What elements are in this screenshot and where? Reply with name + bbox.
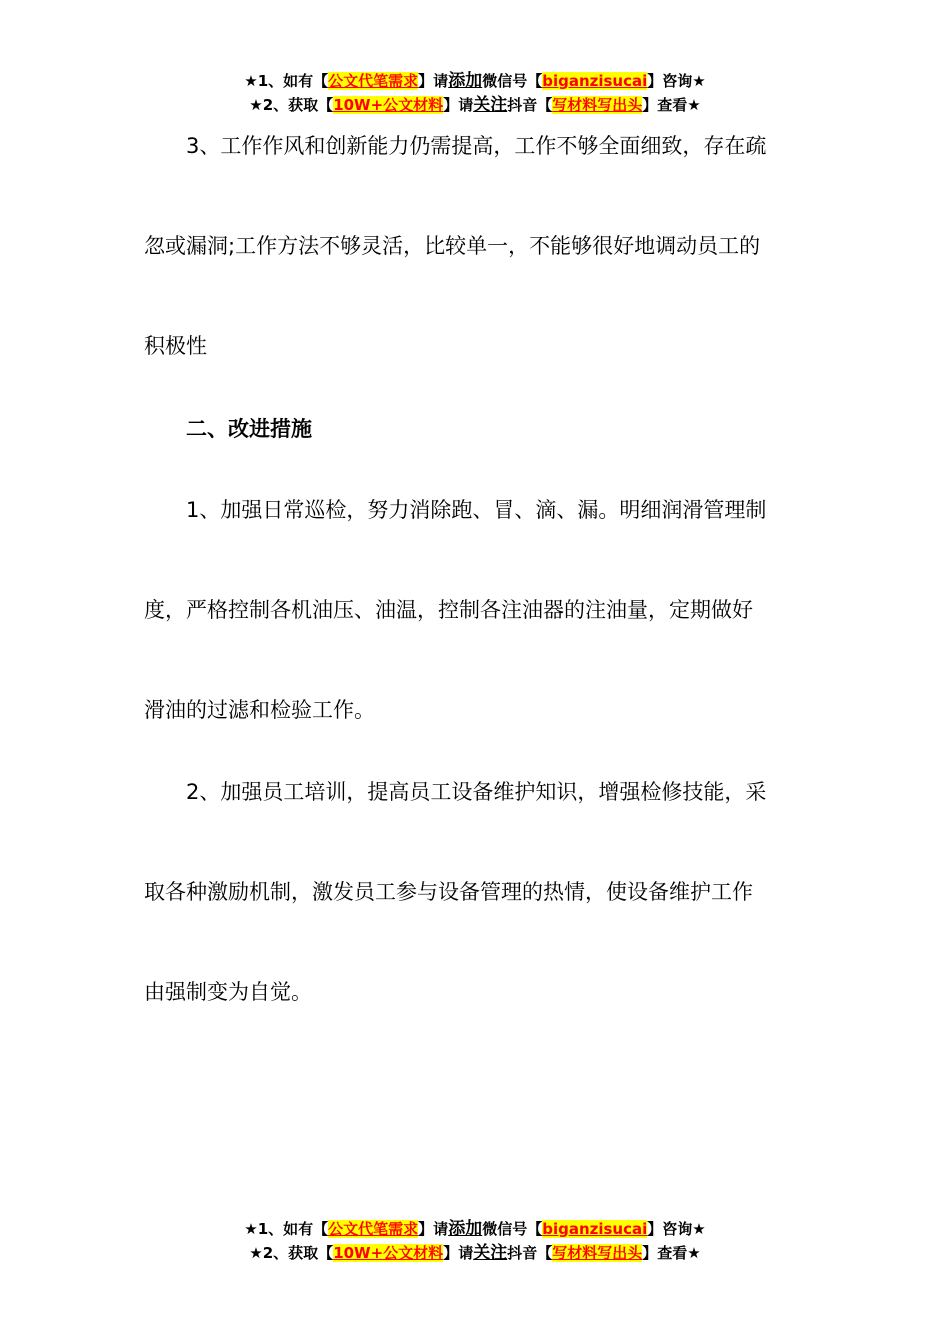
banner-text: 1、如有【 — [257, 72, 329, 90]
highlight-wechat-id: biganzisucai — [542, 1220, 648, 1238]
banner-text: 】查看 — [642, 96, 688, 114]
measure-1-line-3: 滑油的过滤和检验工作。 — [144, 698, 375, 722]
star-icon: ★ — [244, 1220, 258, 1238]
banner-text: 】请 — [443, 1244, 474, 1262]
measure-2-line-1: 2、加强员工培训，提高员工设备维护知识，增强检修技能，采 — [144, 780, 767, 804]
star-icon: ★ — [244, 72, 258, 90]
highlight-service: 公文代笔需求 — [328, 1220, 419, 1238]
banner-emphasis: 添加 — [448, 71, 483, 91]
banner-text: 】咨询 — [647, 72, 693, 90]
banner-text: 】请 — [418, 1220, 449, 1238]
banner-text: 2、获取【 — [262, 96, 334, 114]
banner-text: 】请 — [443, 96, 474, 114]
banner-text: 】查看 — [642, 1244, 688, 1262]
star-icon: ★ — [249, 96, 263, 114]
paragraph-3-line-2: 忽或漏洞;工作方法不够灵活，比较单一，不能够很好地调动员工的 — [144, 234, 761, 258]
banner-emphasis: 添加 — [448, 1219, 483, 1239]
highlight-wechat-id: biganzisucai — [542, 72, 648, 90]
highlight-materials: 10W+公文材料 — [333, 1244, 444, 1262]
banner-line-1 — [0, 1217, 950, 1241]
banner-text: 抖音【 — [507, 1244, 553, 1262]
star-icon: ★ — [687, 1244, 701, 1262]
measure-1-line-2: 度，严格控制各机油压、油温，控制各注油器的注油量，定期做好 — [144, 598, 753, 622]
highlight-douyin-account: 写材料写出头 — [552, 1244, 643, 1262]
measure-2-line-2: 取各种激励机制，激发员工参与设备管理的热情，使设备维护工作 — [144, 880, 753, 904]
star-icon: ★ — [249, 1244, 263, 1262]
star-icon: ★ — [692, 1220, 706, 1238]
header-banner — [0, 69, 950, 117]
star-icon: ★ — [692, 72, 706, 90]
banner-line-2 — [0, 1241, 950, 1265]
footer-banner — [0, 1217, 950, 1265]
highlight-materials: 10W+公文材料 — [333, 96, 444, 114]
banner-emphasis: 关注 — [473, 1243, 508, 1263]
banner-text: 微信号【 — [482, 72, 543, 90]
banner-text: 】咨询 — [647, 1220, 693, 1238]
banner-text: 抖音【 — [507, 96, 553, 114]
highlight-service: 公文代笔需求 — [328, 72, 419, 90]
banner-text: 】请 — [418, 72, 449, 90]
highlight-douyin-account: 写材料写出头 — [552, 96, 643, 114]
measure-2-line-3: 由强制变为自觉。 — [144, 980, 312, 1004]
banner-text: 微信号【 — [482, 1220, 543, 1238]
paragraph-3-line-1: 3、工作作风和创新能力仍需提高，工作不够全面细致，存在疏 — [144, 134, 767, 158]
paragraph-3-line-3: 积极性 — [144, 334, 207, 358]
measure-1-line-1: 1、加强日常巡检，努力消除跑、冒、滴、漏。明细润滑管理制 — [144, 498, 767, 522]
banner-line-1 — [0, 69, 950, 93]
banner-text: 1、如有【 — [257, 1220, 329, 1238]
banner-line-2 — [0, 93, 950, 117]
banner-text: 2、获取【 — [262, 1244, 334, 1262]
section-heading-improvements: 二、改进措施 — [144, 417, 312, 441]
star-icon: ★ — [687, 96, 701, 114]
banner-emphasis: 关注 — [473, 95, 508, 115]
